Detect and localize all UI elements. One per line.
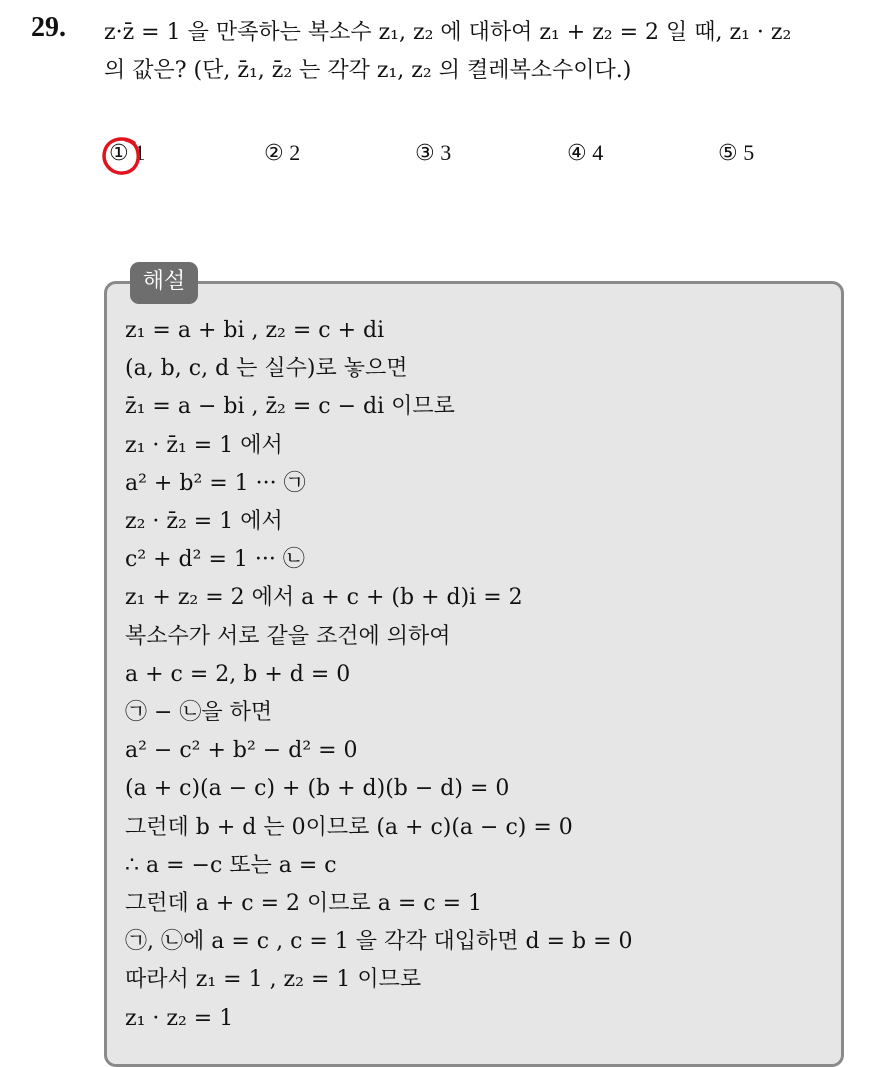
solution-line: a² − c² + b² − d² = 0 [125, 738, 358, 764]
solution-line: ㉠, ㉡에 a = c , c = 1 을 각각 대입하면 d = b = 0 [125, 929, 633, 955]
choice-2[interactable] [264, 140, 300, 166]
solution-line: (a + c)(a − c) + (b + d)(b − d) = 0 [125, 776, 510, 802]
solution-line: a² + b² = 1 ··· ㉠ [125, 470, 306, 496]
solution-line: 그런데 b + d 는 0이므로 (a + c)(a − c) = 0 [125, 814, 573, 840]
answer-choices [105, 140, 805, 180]
choice-1-value: 1 [134, 140, 146, 165]
solution-line: c² + d² = 1 ··· ㉡ [125, 547, 305, 573]
solution-tag: 해설 [130, 262, 198, 304]
choice-3-mark: ③ [415, 141, 435, 166]
question-text [104, 14, 874, 90]
solution-line: z₁ + z₂ = 2 에서 a + c + (b + d)i = 2 [125, 585, 523, 611]
choice-3[interactable] [415, 140, 451, 166]
choice-2-mark: ② [264, 141, 284, 166]
solution-lines [125, 312, 633, 1038]
choice-2-value: 2 [289, 140, 301, 165]
choice-5-mark: ⑤ [718, 141, 738, 166]
solution-line: z₂ · z̄₂ = 1 에서 [125, 509, 283, 535]
choice-3-value: 3 [440, 140, 452, 165]
solution-line: z₁ = a + bi , z₂ = c + di [125, 318, 385, 343]
solution-line: a + c = 2, b + d = 0 [125, 661, 351, 687]
choice-1-mark: ① [109, 141, 129, 166]
solution-line: z₁ · z̄₁ = 1 에서 [125, 432, 283, 458]
solution-line: ∴ a = −c 또는 a = c [125, 852, 337, 878]
choice-5[interactable] [718, 140, 754, 166]
choice-4-value: 4 [592, 140, 604, 165]
answer-circle-annotation [101, 135, 146, 177]
solution-line: z̄₁ = a − bi , z̄₂ = c − di 이므로 [125, 394, 455, 420]
choice-4[interactable] [567, 140, 603, 166]
choice-5-value: 5 [743, 140, 755, 165]
solution-line: z₁ · z₂ = 1 [125, 1005, 234, 1031]
solution-line: 복소수가 서로 같을 조건에 의하여 [125, 623, 451, 649]
choice-4-mark: ④ [567, 141, 587, 166]
solution-line: 그런데 a + c = 2 이므로 a = c = 1 [125, 891, 483, 917]
question-number: 29. [31, 12, 66, 43]
solution-line: 따라서 z₁ = 1 , z₂ = 1 이므로 [125, 967, 422, 993]
solution-line: (a, b, c, d 는 실수)로 놓으면 [125, 356, 408, 382]
question-line-2: 의 값은? (단, z̄₁, z̄₂ 는 각각 z₁, z₂ 의 켤레복소수이다.) [104, 58, 632, 83]
question-line-1: z·z̄ = 1 을 만족하는 복소수 z₁, z₂ 에 대하여 z₁ + z₂ = 2 일 때, z₁ · z₂ [104, 20, 792, 45]
solution-line: ㉠ − ㉡을 하면 [125, 700, 273, 726]
